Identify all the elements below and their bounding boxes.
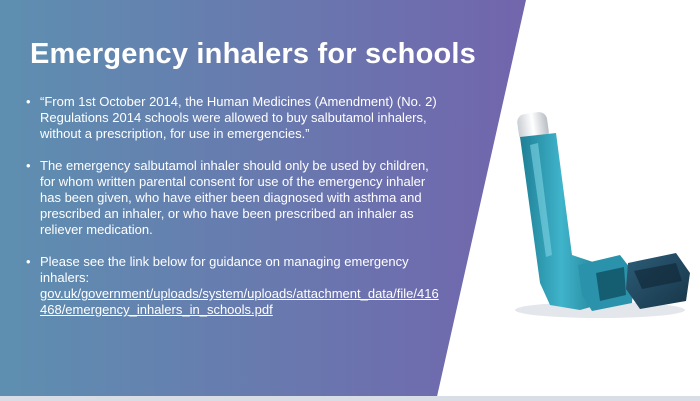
bullet-dot: • xyxy=(26,158,31,173)
slide-title: Emergency inhalers for schools xyxy=(30,38,476,70)
bullet-item xyxy=(24,158,444,238)
bottom-divider xyxy=(0,396,700,401)
bullet-item xyxy=(24,254,444,318)
bullet-text: “From 1st October 2014, the Human Medicines (Amendment) (No. 2) Regulations 2014 schools were allowed to buy salbutamol inhalers, without a prescription, for use in emergencies.” xyxy=(40,94,437,141)
bullet-list xyxy=(24,94,444,334)
bullet-dot: • xyxy=(26,94,31,109)
bullet-text: Please see the link below for guidance on managing emergency inhalers: xyxy=(40,254,409,285)
bullet-item xyxy=(24,94,444,142)
bullet-text: The emergency salbutamol inhaler should only be used by children, for whom written parental consent for use of the emergency inhaler has been given, who have either been diagnosed with asthma and prescribed an inhaler, or who have been prescribed an inhaler as reliever medication. xyxy=(40,158,429,237)
inhaler-icon xyxy=(500,105,695,325)
bullet-dot: • xyxy=(26,254,31,269)
guidance-link[interactable]: gov.uk/government/uploads/system/uploads/attachment_data/file/416468/emergency_inhalers_in_schools.pdf xyxy=(40,286,439,317)
